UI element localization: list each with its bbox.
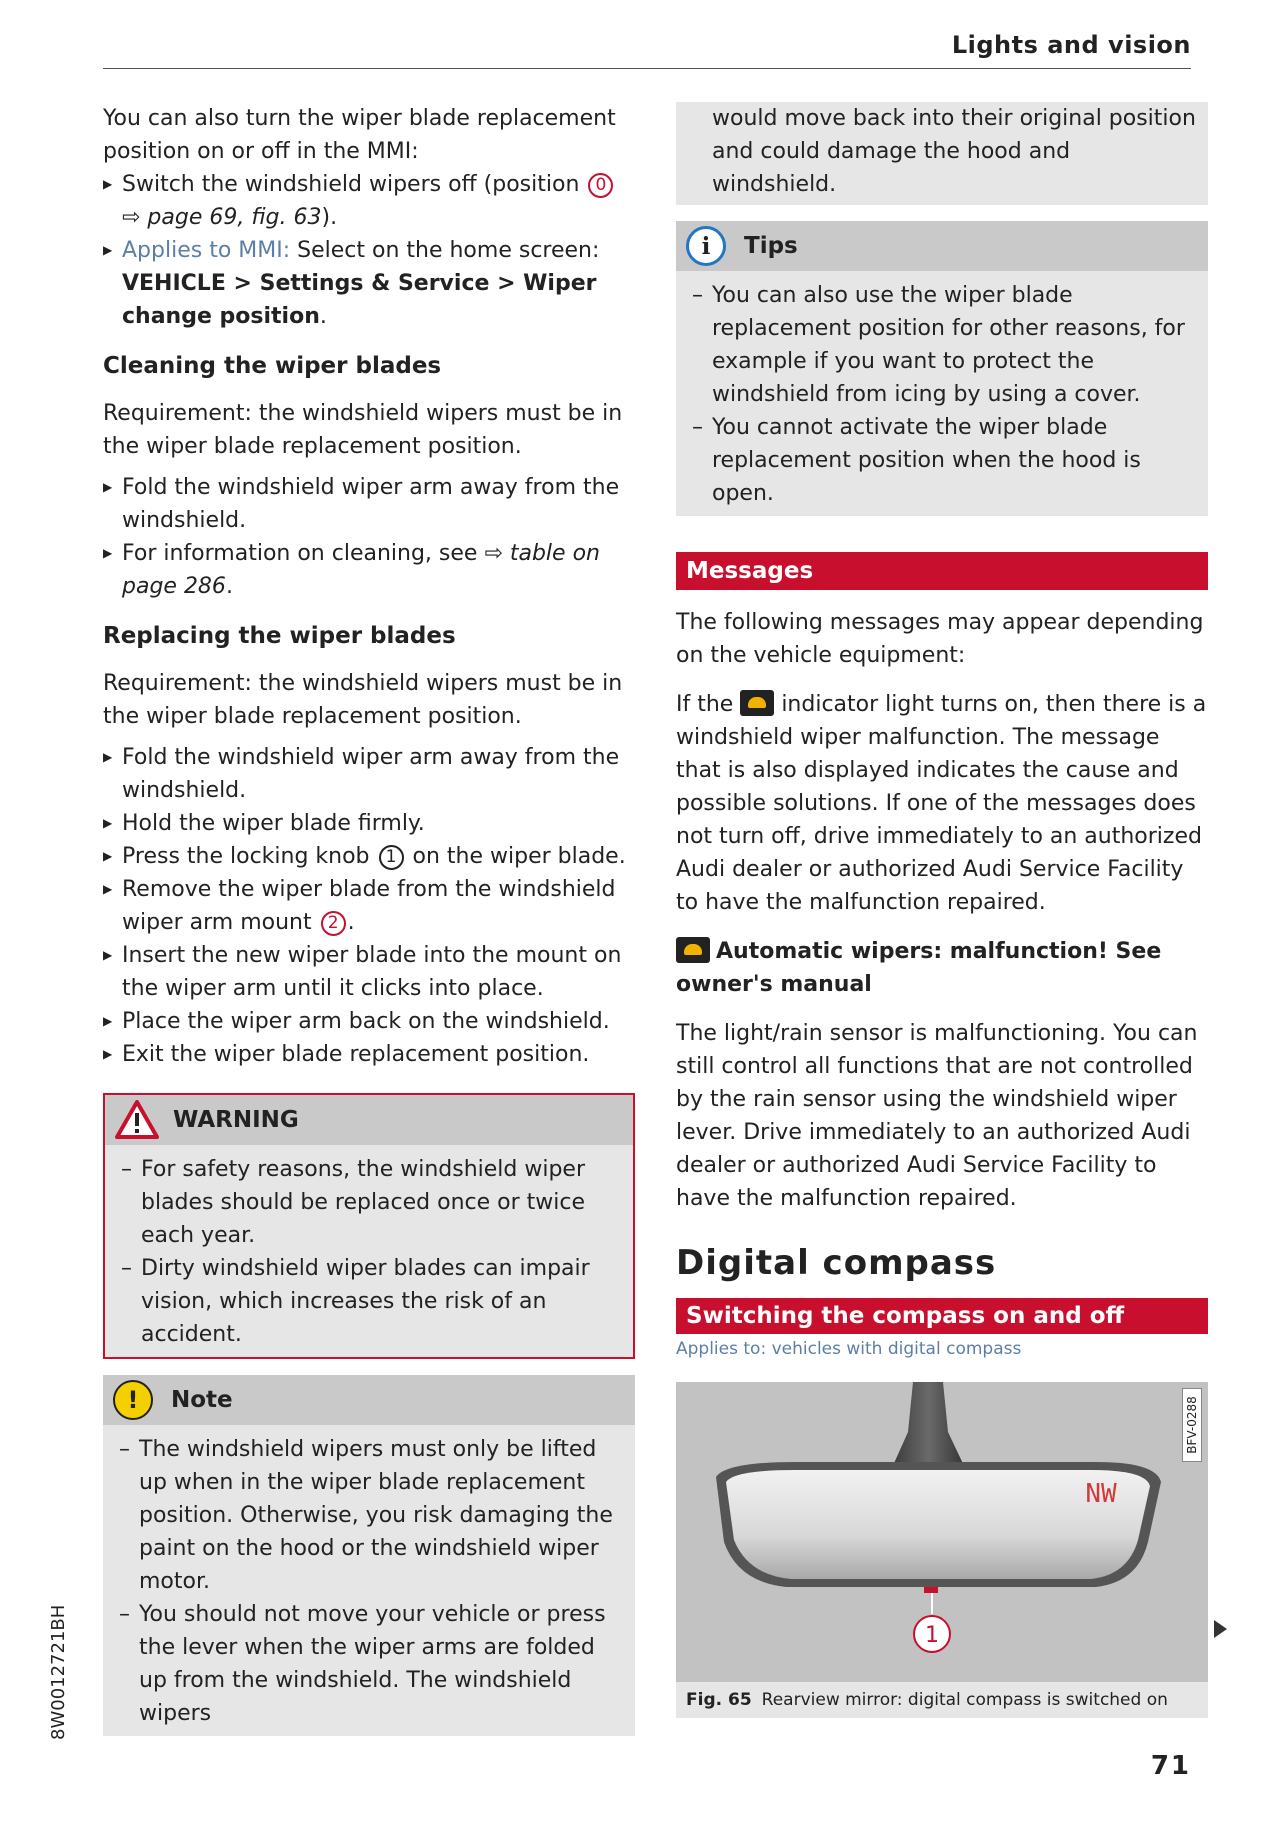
callout-2-marker: 2	[321, 911, 346, 936]
compass-display-reading: NW	[1085, 1479, 1117, 1509]
position-0-marker: 0	[588, 173, 613, 198]
replacing-step-4: ▶ Remove the wiper blade from the windshield wiper arm mount 2 .	[103, 873, 635, 939]
exclamation-icon: !	[113, 1380, 153, 1420]
replacing-step-6: ▶ Place the wiper arm back on the windshield.	[103, 1005, 635, 1038]
note-header	[103, 1375, 635, 1425]
callout-1-marker: 1	[379, 845, 404, 870]
applies-label: Applies to MMI:	[122, 238, 291, 263]
replacing-step-1: ▶ Fold the windshield wiper arm away from the windshield.	[103, 741, 635, 807]
warning-box	[103, 1093, 635, 1359]
note-continuation-box	[676, 102, 1208, 205]
note-continuation: would move back into their original position and could damage the hood and windshield.	[712, 106, 1196, 197]
table-reference[interactable]: ⇨ table on page 286	[122, 541, 600, 599]
compass-subheading: Switching the compass on and off	[676, 1298, 1208, 1334]
running-header: Lights and vision	[951, 31, 1191, 59]
note-item-2: – You should not move your vehicle or press the lever when the wiper arms are folded up from the windshield. The windshield wipers	[119, 1598, 625, 1730]
continue-arrow-icon[interactable]	[1214, 1620, 1227, 1638]
messages-indicator-paragraph: If the indicator light turns on, then there is a windshield wiper malfunction. The message that is also displayed indicates the cause and possible solutions. If one of the messages does not turn off, drive immediately to an authorized Audi dealer or authorized Audi Service Facility to have the malfunction repaired.	[676, 692, 1207, 915]
document-code: 8W0012721BH	[48, 1604, 69, 1740]
figure-caption: Fig. 65 Rearview mirror: digital compass is switched on	[676, 1682, 1208, 1718]
compass-chapter-heading: Digital compass	[676, 1243, 997, 1283]
right-column	[676, 102, 1208, 1718]
replacing-requirement: Requirement: the windshield wipers must be in the wiper blade replacement position.	[103, 671, 623, 729]
message-title: Automatic wipers: malfunction! See owner's manual	[676, 939, 1162, 997]
intro-paragraph: You can also turn the wiper blade replacement position on or off in the MMI:	[103, 106, 616, 164]
info-icon: i	[686, 226, 726, 266]
messages-intro: The following messages may appear depending on the vehicle equipment:	[676, 610, 1204, 668]
wiper-warning-icon	[676, 937, 710, 963]
message-body: The light/rain sensor is malfunctioning. You can still control all functions that are not controlled by the rain sensor using the windshield wiper lever. Drive immediately to an authorized Audi dealer or authorized Audi Service Facility to have the malfunction repaired.	[676, 1021, 1198, 1211]
page-number: 71	[1150, 1751, 1191, 1781]
cleaning-step-1: ▶ Fold the windshield wiper arm away from the windshield.	[103, 471, 635, 537]
cleaning-requirement: Requirement: the windshield wipers must be in the wiper blade replacement position.	[103, 401, 623, 459]
cleaning-heading: Cleaning the wiper blades	[103, 353, 442, 379]
menu-path: VEHICLE > Settings & Service > Wiper change position	[122, 271, 597, 329]
tips-item-2: – You cannot activate the wiper blade replacement position when the hood is open.	[692, 411, 1198, 510]
warning-header	[105, 1095, 633, 1145]
warning-item-2: – Dirty windshield wiper blades can impair vision, which increases the risk of an accident.	[121, 1252, 623, 1351]
cleaning-step-2: ▶ For information on cleaning, see ⇨ table on page 286.	[103, 537, 635, 603]
mirror-figure	[676, 1382, 1208, 1682]
figure-callout-1: 1	[925, 1623, 939, 1648]
figure-code-box	[1182, 1388, 1202, 1462]
note-box	[103, 1375, 635, 1736]
note-body	[103, 1425, 635, 1736]
tips-body	[676, 271, 1208, 516]
left-column	[103, 102, 635, 1736]
tips-item-1: – You can also use the wiper blade replacement position for other reasons, for example if you want to protect the windshield from icing by using a cover.	[692, 279, 1198, 411]
note-title: Note	[171, 1386, 233, 1413]
messages-heading: Messages	[676, 552, 1208, 590]
note-item-1: – The windshield wipers must only be lifted up when in the wiper blade replacement position. Otherwise, you risk damaging the paint on the hood or the windshield wiper motor.	[119, 1433, 625, 1598]
rearview-mirror-illustration	[676, 1382, 1208, 1682]
warning-triangle-icon	[115, 1100, 159, 1140]
step-mmi: ▶ Applies to MMI: Select on the home screen: VEHICLE > Settings & Service > Wiper change position.	[103, 234, 635, 333]
warning-body	[105, 1145, 633, 1357]
figure-code: BFV-0288	[1185, 1396, 1199, 1454]
wiper-indicator-icon	[740, 690, 774, 716]
warning-item-1: – For safety reasons, the windshield wiper blades should be replaced once or twice each year.	[121, 1153, 623, 1252]
header-rule	[103, 68, 1191, 69]
replacing-heading: Replacing the wiper blades	[103, 623, 456, 649]
tips-box	[676, 221, 1208, 516]
tips-header	[676, 221, 1208, 271]
tips-title: Tips	[744, 232, 798, 259]
figure-label: Fig. 65	[686, 1690, 752, 1710]
step-switch-off: ▶ Switch the windshield wipers off (position 0 ⇨ page 69, fig. 63).	[103, 168, 635, 234]
replacing-step-5: ▶ Insert the new wiper blade into the mount on the wiper arm until it clicks into place.	[103, 939, 635, 1005]
replacing-step-2: ▶ Hold the wiper blade firmly.	[103, 807, 635, 840]
page-reference[interactable]: ⇨ page 69, fig. 63	[122, 205, 322, 230]
warning-title: WARNING	[173, 1106, 299, 1133]
replacing-step-3: ▶ Press the locking knob 1 on the wiper blade.	[103, 840, 635, 873]
compass-applies: Applies to: vehicles with digital compass	[676, 1339, 1022, 1359]
replacing-step-7: ▶ Exit the wiper blade replacement position.	[103, 1038, 635, 1071]
